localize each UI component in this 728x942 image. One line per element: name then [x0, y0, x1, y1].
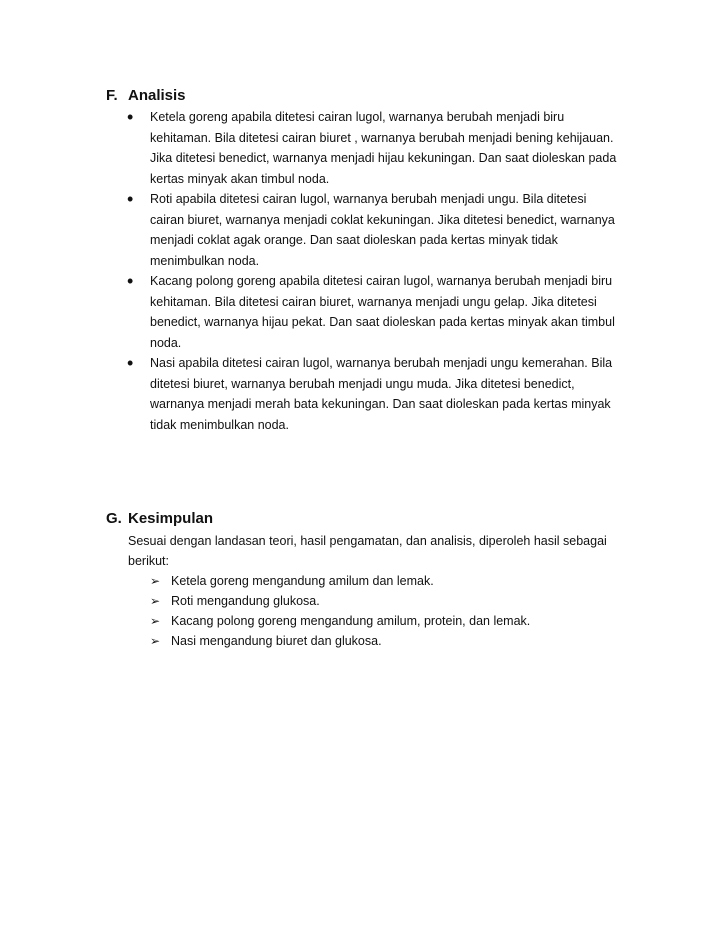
kesimpulan-item — [106, 591, 666, 611]
line: cairan biuret, warnanya menjadi coklat kekuningan. Jika ditetesi benedict, warnanya — [150, 212, 615, 227]
line: tidak menimbulkan noda. — [150, 417, 289, 432]
line: warnanya menjadi merah bata kekuningan. Dan saat dioleskan pada kertas minyak — [150, 397, 611, 411]
analisis-item-roti — [106, 189, 666, 271]
line: benedict, warnanya hijau pekat. Dan saat dioleskan pada kertas minyak akan timbul — [150, 315, 615, 329]
analisis-list — [106, 107, 666, 435]
line: menimbulkan noda. — [150, 253, 260, 268]
section-title: Kesimpulan — [128, 510, 214, 527]
kesimpulan-item — [106, 571, 666, 591]
line: Ketela goreng apabila ditetesi cairan lugol, warnanya berubah menjadi biru — [150, 110, 565, 124]
kesimpulan-list — [106, 571, 666, 651]
line: Nasi apabila ditetesi cairan lugol, warnanya berubah menjadi ungu kemerahan. Bila — [150, 356, 613, 370]
section-letter: G. — [106, 510, 122, 527]
line: menjadi coklat agak orange. Dan saat dioleskan pada kertas minyak tidak — [150, 233, 558, 247]
arrow-bullet-icon: ➢ — [150, 634, 161, 648]
analisis-item-ketela — [106, 107, 666, 189]
section-kesimpulan — [106, 509, 666, 651]
line: kehitaman. Bila ditetesi cairan biuret , warnanya berubah menjadi bening kehijauan. — [150, 130, 614, 145]
item-text: Ketela goreng mengandung amilum dan lemak. — [171, 574, 434, 588]
bullet-dot-icon: • — [127, 271, 134, 291]
line: noda. — [150, 335, 182, 350]
kesimpulan-item — [106, 631, 666, 651]
line: Roti apabila ditetesi cairan lugol, warnanya berubah menjadi ungu. Bila ditetesi — [150, 192, 587, 206]
line: Kacang polong goreng apabila ditetesi cairan lugol, warnanya berubah menjadi biru — [150, 274, 613, 288]
item-text: Nasi mengandung biuret dan glukosa. — [171, 634, 382, 648]
line: kertas minyak akan timbul noda. — [150, 171, 330, 186]
kesimpulan-item — [106, 611, 666, 631]
arrow-bullet-icon: ➢ — [150, 594, 161, 608]
line: ditetesi biuret, warnanya berubah menjadi ungu muda. Jika ditetesi benedict, — [150, 376, 575, 391]
section-heading-kesimpulan — [106, 509, 666, 529]
item-text: Roti mengandung glukosa. — [171, 594, 320, 608]
arrow-bullet-icon: ➢ — [150, 574, 161, 588]
arrow-bullet-icon: ➢ — [150, 614, 161, 628]
section-heading-analisis — [106, 86, 666, 106]
section-analisis — [106, 86, 666, 435]
bullet-dot-icon: • — [127, 353, 134, 373]
section-title: Analisis — [128, 87, 186, 104]
item-text: Kacang polong goreng mengandung amilum, protein, dan lemak. — [171, 614, 531, 628]
bullet-dot-icon: • — [127, 189, 134, 209]
analisis-item-nasi — [106, 353, 666, 435]
line: berikut: — [128, 554, 169, 568]
kesimpulan-intro — [106, 531, 666, 571]
section-letter: F. — [106, 87, 118, 104]
bullet-dot-icon: • — [127, 107, 134, 127]
line: Jika ditetesi benedict, warnanya menjadi hijau kekuningan. Dan saat dioleskan pada — [150, 151, 617, 165]
analisis-item-kacang — [106, 271, 666, 353]
line: Sesuai dengan landasan teori, hasil pengamatan, dan analisis, diperoleh hasil sebagai — [128, 534, 607, 548]
line: kehitaman. Bila ditetesi cairan biuret, warnanya menjadi ungu gelap. Jika ditetesi — [150, 294, 597, 309]
